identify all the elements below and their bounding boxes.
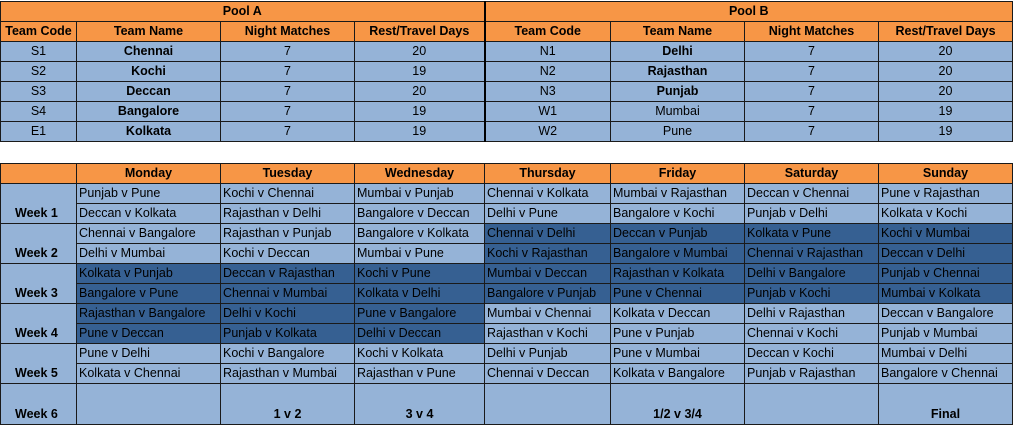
match-cell: Delhi v Pune [485,204,611,224]
team-code: N2 [485,62,611,82]
match-cell: Kolkata v Kochi [879,204,1013,224]
team-code: N1 [485,42,611,62]
match-cell: Kochi v Mumbai [879,224,1013,244]
header-rest-days: Rest/Travel Days [879,22,1013,42]
match-cell: Delhi v Rajasthan [745,304,879,324]
header-night-matches: Night Matches [745,22,879,42]
match-cell: Kolkata v Bangalore [611,364,745,384]
pool-row [1,82,1013,102]
match-cell: Kochi v Pune [355,264,485,284]
team-code: E1 [1,122,77,142]
night-matches: 7 [745,62,879,82]
team-code: N3 [485,82,611,102]
match-cell: Bangalore v Deccan [355,204,485,224]
day-header: Sunday [879,164,1013,184]
night-matches: 7 [745,82,879,102]
rest-days: 19 [355,122,485,142]
day-header: Wednesday [355,164,485,184]
pools-table [0,1,1013,142]
weeks-body [1,184,1013,384]
match-cell: Pune v Chennai [611,284,745,304]
match-cell: Rajasthan v Kolkata [611,264,745,284]
rest-days: 20 [879,42,1013,62]
rest-days: 19 [355,62,485,82]
team-code: S4 [1,102,77,122]
match-cell: 1 v 2 [221,384,355,425]
team-name: Mumbai [611,102,745,122]
week-row [1,224,1013,244]
night-matches: 7 [745,42,879,62]
match-cell: Delhi v Deccan [355,324,485,344]
match-cell: Deccan v Kochi [745,344,879,364]
night-matches: 7 [221,42,355,62]
week-row [1,184,1013,204]
rest-days: 19 [879,102,1013,122]
team-name: Punjab [611,82,745,102]
match-cell: Mumbai v Chennai [485,304,611,324]
week-row [1,264,1013,284]
pool-header-row [1,22,1013,42]
day-header: Saturday [745,164,879,184]
match-cell: Mumbai v Pune [355,244,485,264]
match-cell: Kochi v Kolkata [355,344,485,364]
rest-days: 19 [879,122,1013,142]
day-header: Tuesday [221,164,355,184]
header-team-name: Team Name [611,22,745,42]
match-cell: Kolkata v Punjab [77,264,221,284]
match-cell: Delhi v Mumbai [77,244,221,264]
match-cell: Punjab v Pune [77,184,221,204]
match-cell: Bangalore v Pune [77,284,221,304]
match-cell: 1/2 v 3/4 [611,384,745,425]
header-team-code: Team Code [1,22,77,42]
night-matches: 7 [221,102,355,122]
match-cell [77,384,221,425]
match-cell: Punjab v Mumbai [879,324,1013,344]
match-cell: Deccan v Punjab [611,224,745,244]
match-cell: Rajasthan v Mumbai [221,364,355,384]
schedule-table [0,163,1013,425]
week-label: Week 1 [1,184,77,224]
pool-row [1,42,1013,62]
match-cell: Kochi v Chennai [221,184,355,204]
match-cell: Chennai v Rajasthan [745,244,879,264]
pool-row [1,62,1013,82]
header-team-name: Team Name [77,22,221,42]
team-name: Kolkata [77,122,221,142]
match-cell: Kolkata v Pune [745,224,879,244]
match-cell: Mumbai v Delhi [879,344,1013,364]
pool-row [1,102,1013,122]
match-cell: Mumbai v Punjab [355,184,485,204]
day-header: Monday [77,164,221,184]
team-name: Chennai [77,42,221,62]
team-code: S3 [1,82,77,102]
pool-b-title: Pool B [485,2,1013,22]
match-cell: Punjab v Delhi [745,204,879,224]
match-cell: Punjab v Kochi [745,284,879,304]
team-code: S1 [1,42,77,62]
match-cell: Kochi v Rajasthan [485,244,611,264]
night-matches: 7 [221,82,355,102]
pool-row [1,122,1013,142]
rest-days: 20 [879,82,1013,102]
match-cell: Delhi v Bangalore [745,264,879,284]
week-label: Week 5 [1,344,77,384]
header-rest-days: Rest/Travel Days [355,22,485,42]
header-night-matches: Night Matches [221,22,355,42]
match-cell: Rajasthan v Bangalore [77,304,221,324]
match-cell: Pune v Rajasthan [879,184,1013,204]
match-cell: Bangalore v Kolkata [355,224,485,244]
match-cell: Delhi v Punjab [485,344,611,364]
match-cell: Pune v Mumbai [611,344,745,364]
week-row [1,364,1013,384]
match-cell: Chennai v Delhi [485,224,611,244]
match-cell: Mumbai v Rajasthan [611,184,745,204]
team-name: Rajasthan [611,62,745,82]
match-cell: Deccan v Kolkata [77,204,221,224]
match-cell: Punjab v Rajasthan [745,364,879,384]
pool-a-title: Pool A [1,2,485,22]
week-row [1,284,1013,304]
match-cell: Kolkata v Delhi [355,284,485,304]
match-cell: Bangalore v Mumbai [611,244,745,264]
match-cell: Delhi v Kochi [221,304,355,324]
night-matches: 7 [221,62,355,82]
match-cell [485,384,611,425]
match-cell: Chennai v Kolkata [485,184,611,204]
match-cell: Chennai v Mumbai [221,284,355,304]
match-cell: Kolkata v Deccan [611,304,745,324]
match-cell: Deccan v Chennai [745,184,879,204]
team-code: W1 [485,102,611,122]
week-label: Week 4 [1,304,77,344]
header-team-code: Team Code [485,22,611,42]
team-name: Pune [611,122,745,142]
week-label: Week 2 [1,224,77,264]
week-row [1,244,1013,264]
team-name: Delhi [611,42,745,62]
night-matches: 7 [745,122,879,142]
match-cell: Chennai v Kochi [745,324,879,344]
week-label: Week 3 [1,264,77,304]
rest-days: 20 [355,42,485,62]
match-cell: Mumbai v Kolkata [879,284,1013,304]
rest-days: 19 [355,102,485,122]
match-cell: Rajasthan v Pune [355,364,485,384]
day-header-row [1,164,1013,184]
match-cell: Kochi v Deccan [221,244,355,264]
match-cell: Final [879,384,1013,425]
day-header: Friday [611,164,745,184]
night-matches: 7 [221,122,355,142]
week-row [1,344,1013,364]
match-cell: Punjab v Chennai [879,264,1013,284]
match-cell: Bangalore v Kochi [611,204,745,224]
corner-cell [1,164,77,184]
week-row [1,204,1013,224]
match-cell: Kochi v Bangalore [221,344,355,364]
match-cell: Rajasthan v Delhi [221,204,355,224]
week-6-row [1,384,1013,425]
pool-title-row [1,2,1013,22]
match-cell: Bangalore v Punjab [485,284,611,304]
match-cell: Mumbai v Deccan [485,264,611,284]
match-cell [745,384,879,425]
team-name: Kochi [77,62,221,82]
match-cell: Kolkata v Chennai [77,364,221,384]
week-row [1,304,1013,324]
match-cell: Pune v Deccan [77,324,221,344]
match-cell: Chennai v Deccan [485,364,611,384]
week-row [1,324,1013,344]
team-name: Bangalore [77,102,221,122]
match-cell: Deccan v Rajasthan [221,264,355,284]
match-cell: Rajasthan v Punjab [221,224,355,244]
match-cell: Pune v Bangalore [355,304,485,324]
team-code: W2 [485,122,611,142]
week-label: Week 6 [1,384,77,425]
team-code: S2 [1,62,77,82]
team-name: Deccan [77,82,221,102]
match-cell: 3 v 4 [355,384,485,425]
match-cell: Pune v Delhi [77,344,221,364]
match-cell: Chennai v Bangalore [77,224,221,244]
night-matches: 7 [745,102,879,122]
rest-days: 20 [355,82,485,102]
day-header: Thursday [485,164,611,184]
match-cell: Deccan v Delhi [879,244,1013,264]
rest-days: 20 [879,62,1013,82]
match-cell: Bangalore v Chennai [879,364,1013,384]
match-cell: Punjab v Kolkata [221,324,355,344]
match-cell: Rajasthan v Kochi [485,324,611,344]
match-cell: Deccan v Bangalore [879,304,1013,324]
match-cell: Pune v Punjab [611,324,745,344]
